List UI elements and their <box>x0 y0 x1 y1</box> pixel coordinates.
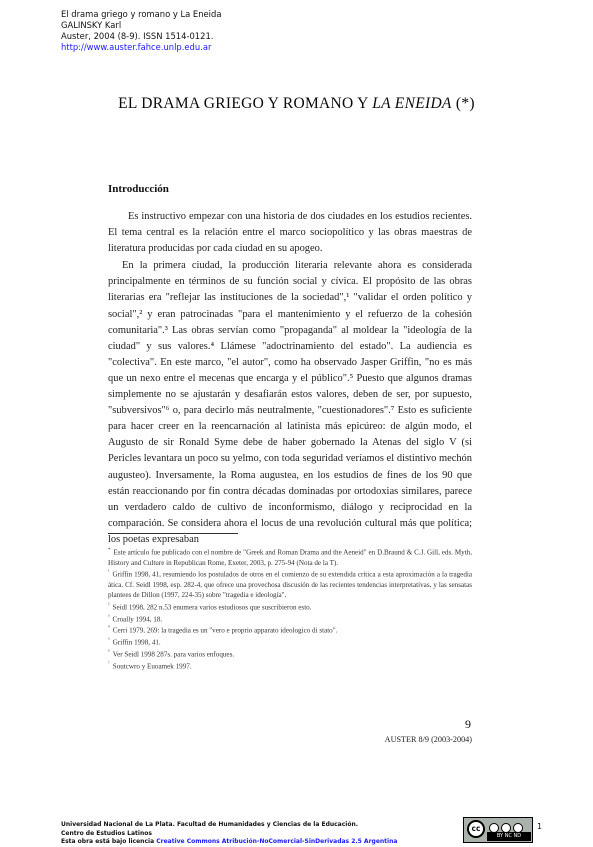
title-main: EL DRAMA GRIEGO Y ROMANO Y <box>118 95 373 112</box>
footnote-mark: * <box>108 548 111 553</box>
header-title: El drama griego y romano y La Eneida <box>61 9 222 19</box>
footnote <box>108 546 472 568</box>
footer-centre: Centro de Estudios Latinos <box>61 829 152 837</box>
footnote-text: Este artículo fue publicado con el nombre de "Greek and Roman Drama and the Aeneid" en D.Braund & C.J. Gill, eds. Myth, History and Culture in Republican Rome, Exeter, 2003, p. 275-94 (Nota de la T). <box>108 548 472 567</box>
creative-commons-badge[interactable] <box>463 817 533 843</box>
footnote-text: Griffin 1998, 41, resumiendo los postulados de otros en el comienzo de su extendida crítica a esta aproximación a la tragedia ática. Cf. Seidl 1998, esp. 282-4, que ofrece una provechosa discusión de las recientes tendencias interpretativas, y las sensatas plantees de Dillon (1997, 224-35) sobre "tragedia e ideología". <box>108 570 472 600</box>
header-citation: Auster, 2004 (8-9). ISSN 1514-0121. <box>61 31 214 41</box>
journal-issue: AUSTER 8/9 (2003-2004) <box>384 735 472 744</box>
document-footer <box>61 821 397 847</box>
paragraph-1: Es instructivo empezar con una historia de dos ciudades en los estudios recientes. El tema central es la relación entre el marco sociopolítico y las obras maestras de literatura producidas por cada ciudad en su apogeo. <box>108 211 472 255</box>
cc-logo-icon: cc <box>467 820 485 838</box>
footnote-mark: ⁴ <box>108 626 110 632</box>
footnote-text: Soutcwro y Euoamek 1997. <box>112 661 192 670</box>
footnote-mark: ⁷ <box>108 661 110 667</box>
document-header <box>61 9 221 53</box>
footnote-text: Griffin 1998, 41. <box>112 638 161 647</box>
footnotes <box>108 546 472 671</box>
title-mark: (*) <box>451 95 475 112</box>
footnote-mark: ³ <box>108 614 110 620</box>
page-number: 9 <box>465 717 471 731</box>
footnote-text: Seidl 1998, 282 n.53 enumera varios estudiosos que suscribieron esto. <box>112 603 312 612</box>
article-title <box>0 95 593 113</box>
header-author: GALINSKY Karl <box>61 20 122 30</box>
footnote-text: Ver Seidl 1998 287s. para varios enfoques. <box>112 650 235 659</box>
footnote <box>108 660 472 672</box>
footnote-mark: ⁵ <box>108 638 110 644</box>
article-body <box>108 209 472 549</box>
badge-terms: BY NC ND <box>487 832 531 841</box>
footnote-text: Cerri 1979, 269: la tragedia es un "vero e proprio apparato ideologico di stato". <box>112 626 338 635</box>
paragraph-2: En la primera ciudad, la producción literaria relevante ahora es considerada principalmente en términos de su función social y cívica. El propósito de las obras literarias era "reflejar las instituciones de la sociedad",¹ "validar el orden político y social",² y eran patrocinadas "para el mantenimiento y el refuerzo de la cohesión comunitaria".³ Las obras servían como "propaganda" al moldear la "ideología de la ciudad" y sus valores.⁴ Llámese "adoctrinamiento del estado". La audiencia es "colectiva". En este marco, "el autor", como ha observado Jasper Griffin, "no es más que un nexo entre el mecenas que encarga y el público".⁵ Puesto que algunos dramas simplemente no se ajustarán y desafiarán estos valores, deben de ser, por supuesto, "subversivos"⁶ o, para decirlo más neutralmente, "cuestionadores".⁷ Esto es suficiente para hacer creer en la reencarnación al latinista más epicúreo: de algún modo, el Augusto de sir Ronald Syme debe de haber gobernado la Atenas del siglo V (si Pericles levantara un poco su yelmo, con toda seguridad veríamos el distintivo mechón augusteo). Inversamente, la Roma augustea, en los estudios de fines de los 90 que están reaccionando por fin contra décadas dominadas por ortodoxias similares, parece un verdadero caldo de cultivo de inconformismo, diálogo y reciprocidad en la comparación. Se considera ahora el locus de una revolución cultural más que política; los poetas expresaban <box>108 260 472 545</box>
header-url-link[interactable]: http://www.auster.fahce.unlp.edu.ar <box>61 42 212 52</box>
footnote-text: Croally 1994, 18. <box>112 614 163 623</box>
section-heading: Introducción <box>108 183 169 195</box>
title-italic: LA ENEIDA <box>372 95 452 112</box>
footnote-divider <box>108 533 238 534</box>
footnote-mark: ¹ <box>108 570 110 576</box>
footer-license-line <box>61 838 397 847</box>
pdf-page-number: 1 <box>537 822 543 831</box>
footer-license-prefix: Esta obra está bajo licencia <box>61 838 157 846</box>
footnote-mark: ² <box>108 602 110 608</box>
footnote <box>108 636 472 648</box>
footnote <box>108 568 472 601</box>
footnote <box>108 624 472 636</box>
footnote-mark: ⁶ <box>108 649 110 655</box>
license-link[interactable]: Creative Commons Atribución-NoComercial-SinDerivadas 2.5 Argentina <box>156 838 398 846</box>
license-icons <box>489 820 531 830</box>
footnote <box>108 648 472 660</box>
footnote <box>108 601 472 613</box>
footnote <box>108 613 472 625</box>
footer-university: Universidad Nacional de La Plata. Facultad de Humanidades y Ciencias de la Educación. <box>61 821 359 828</box>
